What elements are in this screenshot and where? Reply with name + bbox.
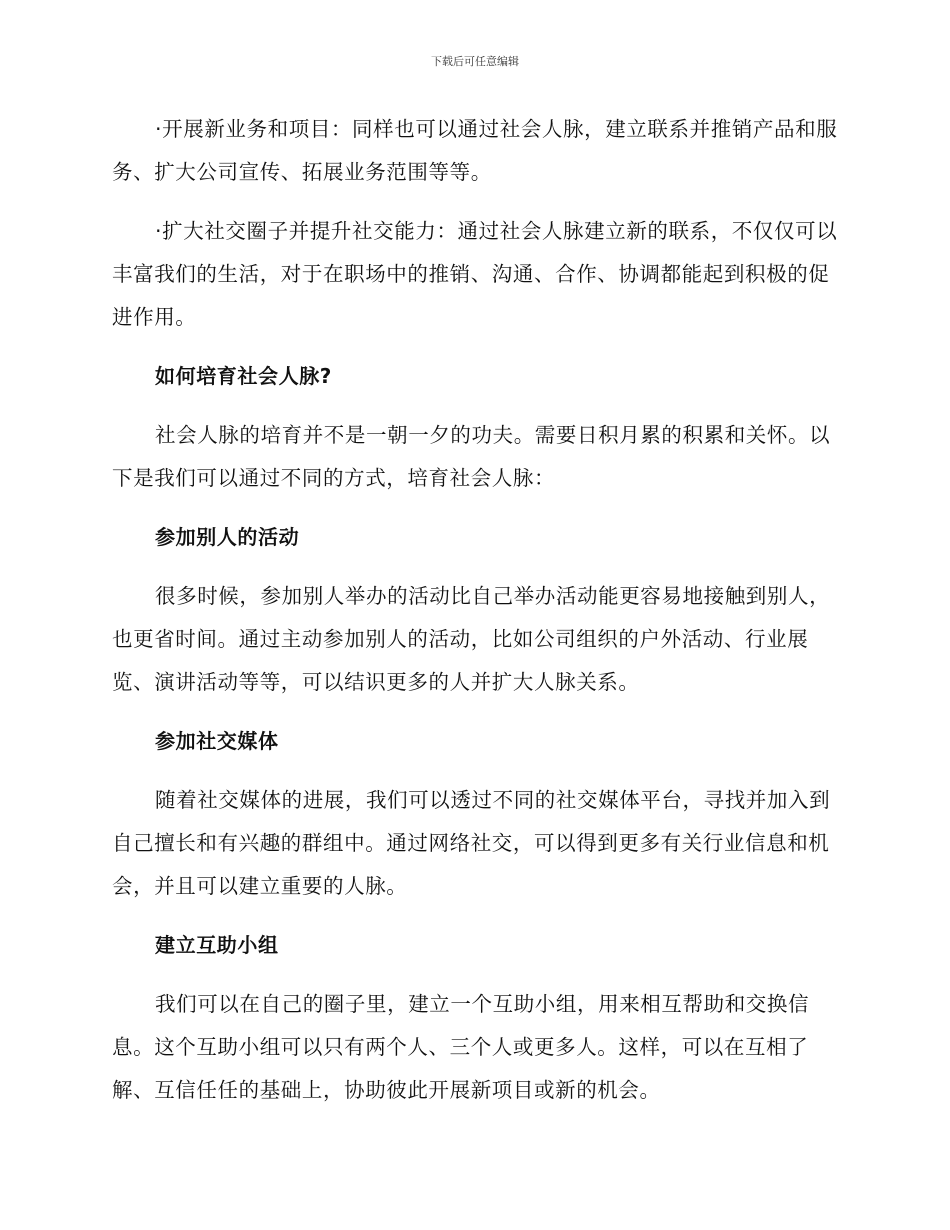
bullet-paragraph-social-circle: ·扩大社交圈子并提升社交能力：通过社会人脉建立新的联系，不仅仅可以丰富我们的生活，对于在职场中的推销、沟通、合作、协调都能起到积极的促进作用。 (112, 219, 838, 329)
body-paragraph-intro: 社会人脉的培育并不是一朝一夕的功夫。需要日积月累的积累和关怀。以下是我们可以通过不同的方式，培育社会人脉： (112, 423, 831, 490)
document-body (112, 108, 840, 1112)
section-heading-how-to-cultivate: 如何培育社会人脉? (155, 364, 333, 388)
body-paragraph-mutual-aid-group: 我们可以在自己的圈子里，建立一个互助小组，用来相互帮助和交换信息。这个互助小组可以只有两个人、三个人或更多人。这样，可以在互相了解、互信任任的基础上，协助彼此开展新项目或新的机会。 (112, 992, 810, 1102)
section-heading-mutual-aid-group: 建立互助小组 (155, 933, 279, 957)
section-heading-social-media: 参加社交媒体 (155, 729, 279, 753)
body-paragraph-social-media: 随着社交媒体的进展，我们可以透过不同的社交媒体平台，寻找并加入到自己擅长和有兴趣的群组中。通过网络社交，可以得到更多有关行业信息和机会，并且可以建立重要的人脉。 (112, 788, 831, 898)
bullet-paragraph-new-business: ·开展新业务和项目：同样也可以通过社会人脉，建立联系并推销产品和服务、扩大公司宣传、拓展业务范围等等。 (112, 117, 838, 184)
section-heading-join-activities: 参加别人的活动 (155, 525, 300, 549)
page-header-note: 下载后可任意编辑 (431, 55, 519, 68)
body-paragraph-join-activities: 很多时候，参加别人举办的活动比自己举办活动能更容易地接触到别人，也更省时间。通过主动参加别人的活动，比如公司组织的户外活动、行业展览、演讲活动等等，可以结识更多的人并扩大人脉关系。 (112, 584, 831, 694)
